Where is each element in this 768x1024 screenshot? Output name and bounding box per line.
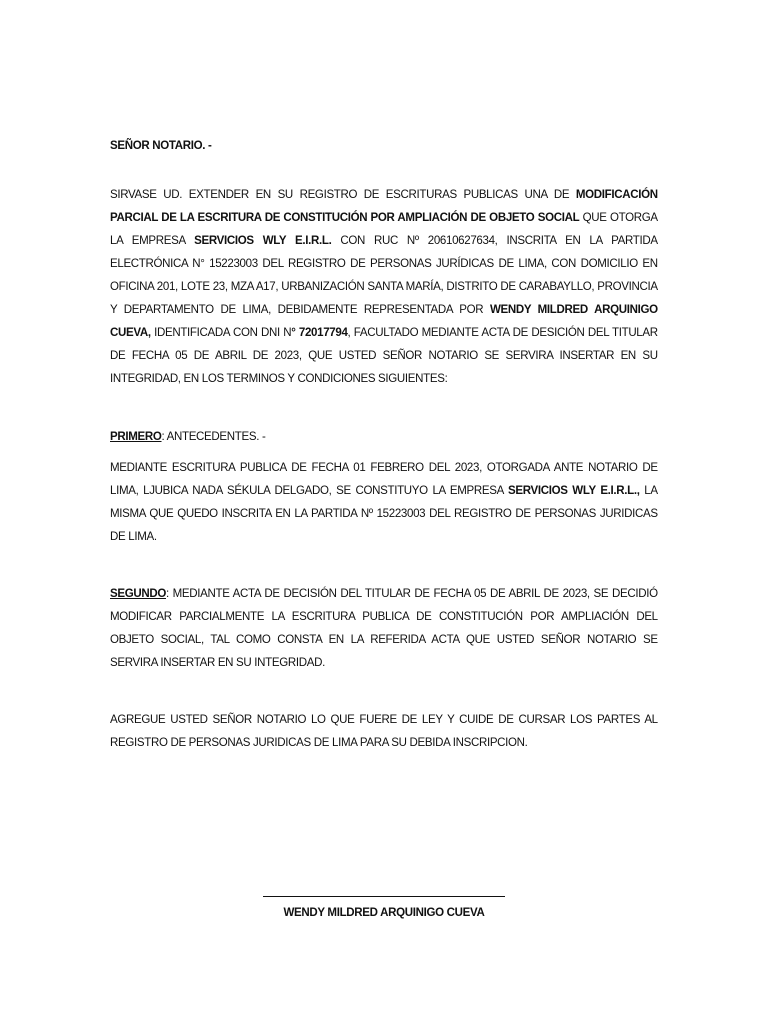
intro-paragraph <box>110 183 658 390</box>
document-body <box>110 134 658 754</box>
signature-name: WENDY MILDRED ARQUINIGO CUEVA <box>283 905 485 919</box>
signature-line <box>263 896 505 897</box>
intro-text-2: QUE OTORGA LA EMPRESA <box>110 210 658 247</box>
intro-bold-title: MODIFICACIÓN PARCIAL DE LA ESCRITURA DE CONSTITUCIÓN POR AMPLIACIÓN DE OBJETO SOCIAL <box>110 187 658 224</box>
segundo-paragraph <box>110 582 658 674</box>
primero-heading <box>110 425 658 448</box>
greeting: SEÑOR NOTARIO. - <box>110 138 212 152</box>
intro-representative: WENDY MILDRED ARQUINIGO CUEVA, <box>110 302 658 339</box>
intro-text-1: SIRVASE UD. EXTENDER EN SU REGISTRO DE ESCRITURAS PUBLICAS UNA DE <box>110 187 576 201</box>
intro-text-4: IDENTIFICADA CON DNI N <box>150 325 292 339</box>
intro-text-3: CON RUC Nº 20610627634, INSCRITA EN LA PARTIDA ELECTRÓNICA N° 15223003 DEL REGISTRO DE PERSONAS JURÍDICAS DE LIMA, CON DOMICILIO EN OFICINA 201, LOTE 23, MZA A17, URBANIZACIÓN SANTA MARÍA, DISTRITO DE CARABAYLLO, PROVINCIA Y DEPARTAMENTO DE LIMA, DEBIDAMENTE REPRESENTADA POR <box>110 233 658 316</box>
primero-company-name: SERVICIOS WLY E.I.R.L., <box>508 483 640 497</box>
signature-block <box>263 896 505 919</box>
primero-heading-rest: : ANTECEDENTES. - <box>161 429 266 443</box>
primero-text-2: LA MISMA QUE QUEDO INSCRITA EN LA PARTIDA Nº 15223003 DEL REGISTRO DE PERSONAS JURIDICAS DE LIMA. <box>110 483 658 543</box>
segundo-text: : MEDIANTE ACTA DE DECISIÓN DEL TITULAR DE FECHA 05 DE ABRIL DE 2023, SE DECIDIÓ MODIFICAR PARCIALMENTE LA ESCRITURA PUBLICA DE CONSTITUCIÓN POR AMPLIACIÓN DEL OBJETO SOCIAL, TAL COMO CONSTA EN LA REFERIDA ACTA QUE USTED SEÑOR NOTARIO SE SERVIRA INSERTAR EN SU INTEGRIDAD. <box>110 586 658 669</box>
intro-company-name: SERVICIOS WLY E.I.R.L. <box>194 233 332 247</box>
primero-paragraph <box>110 456 658 548</box>
intro-dni: ° 72017794 <box>291 325 348 339</box>
segundo-label: SEGUNDO <box>110 586 166 600</box>
primero-text-1: MEDIANTE ESCRITURA PUBLICA DE FECHA 01 FEBRERO DEL 2023, OTORGADA ANTE NOTARIO DE LIMA, LJUBICA NADA SÉKULA DELGADO, SE CONSTITUYO LA EMPRESA <box>110 460 658 497</box>
intro-text-5: , FACULTADO MEDIANTE ACTA DE DESICIÓN DEL TITULAR DE FECHA 05 DE ABRIL DE 2023, QUE USTED SEÑOR NOTARIO SE SERVIRA INSERTAR EN SU INTEGRIDAD, EN LOS TERMINOS Y CONDICIONES SIGUIENTES: <box>110 325 658 385</box>
closing-paragraph: AGREGUE USTED SEÑOR NOTARIO LO QUE FUERE DE LEY Y CUIDE DE CURSAR LOS PARTES AL REGISTRO DE PERSONAS JURIDICAS DE LIMA PARA SU DEBIDA INSCRIPCION. <box>110 712 658 749</box>
primero-label: PRIMERO <box>110 429 162 443</box>
